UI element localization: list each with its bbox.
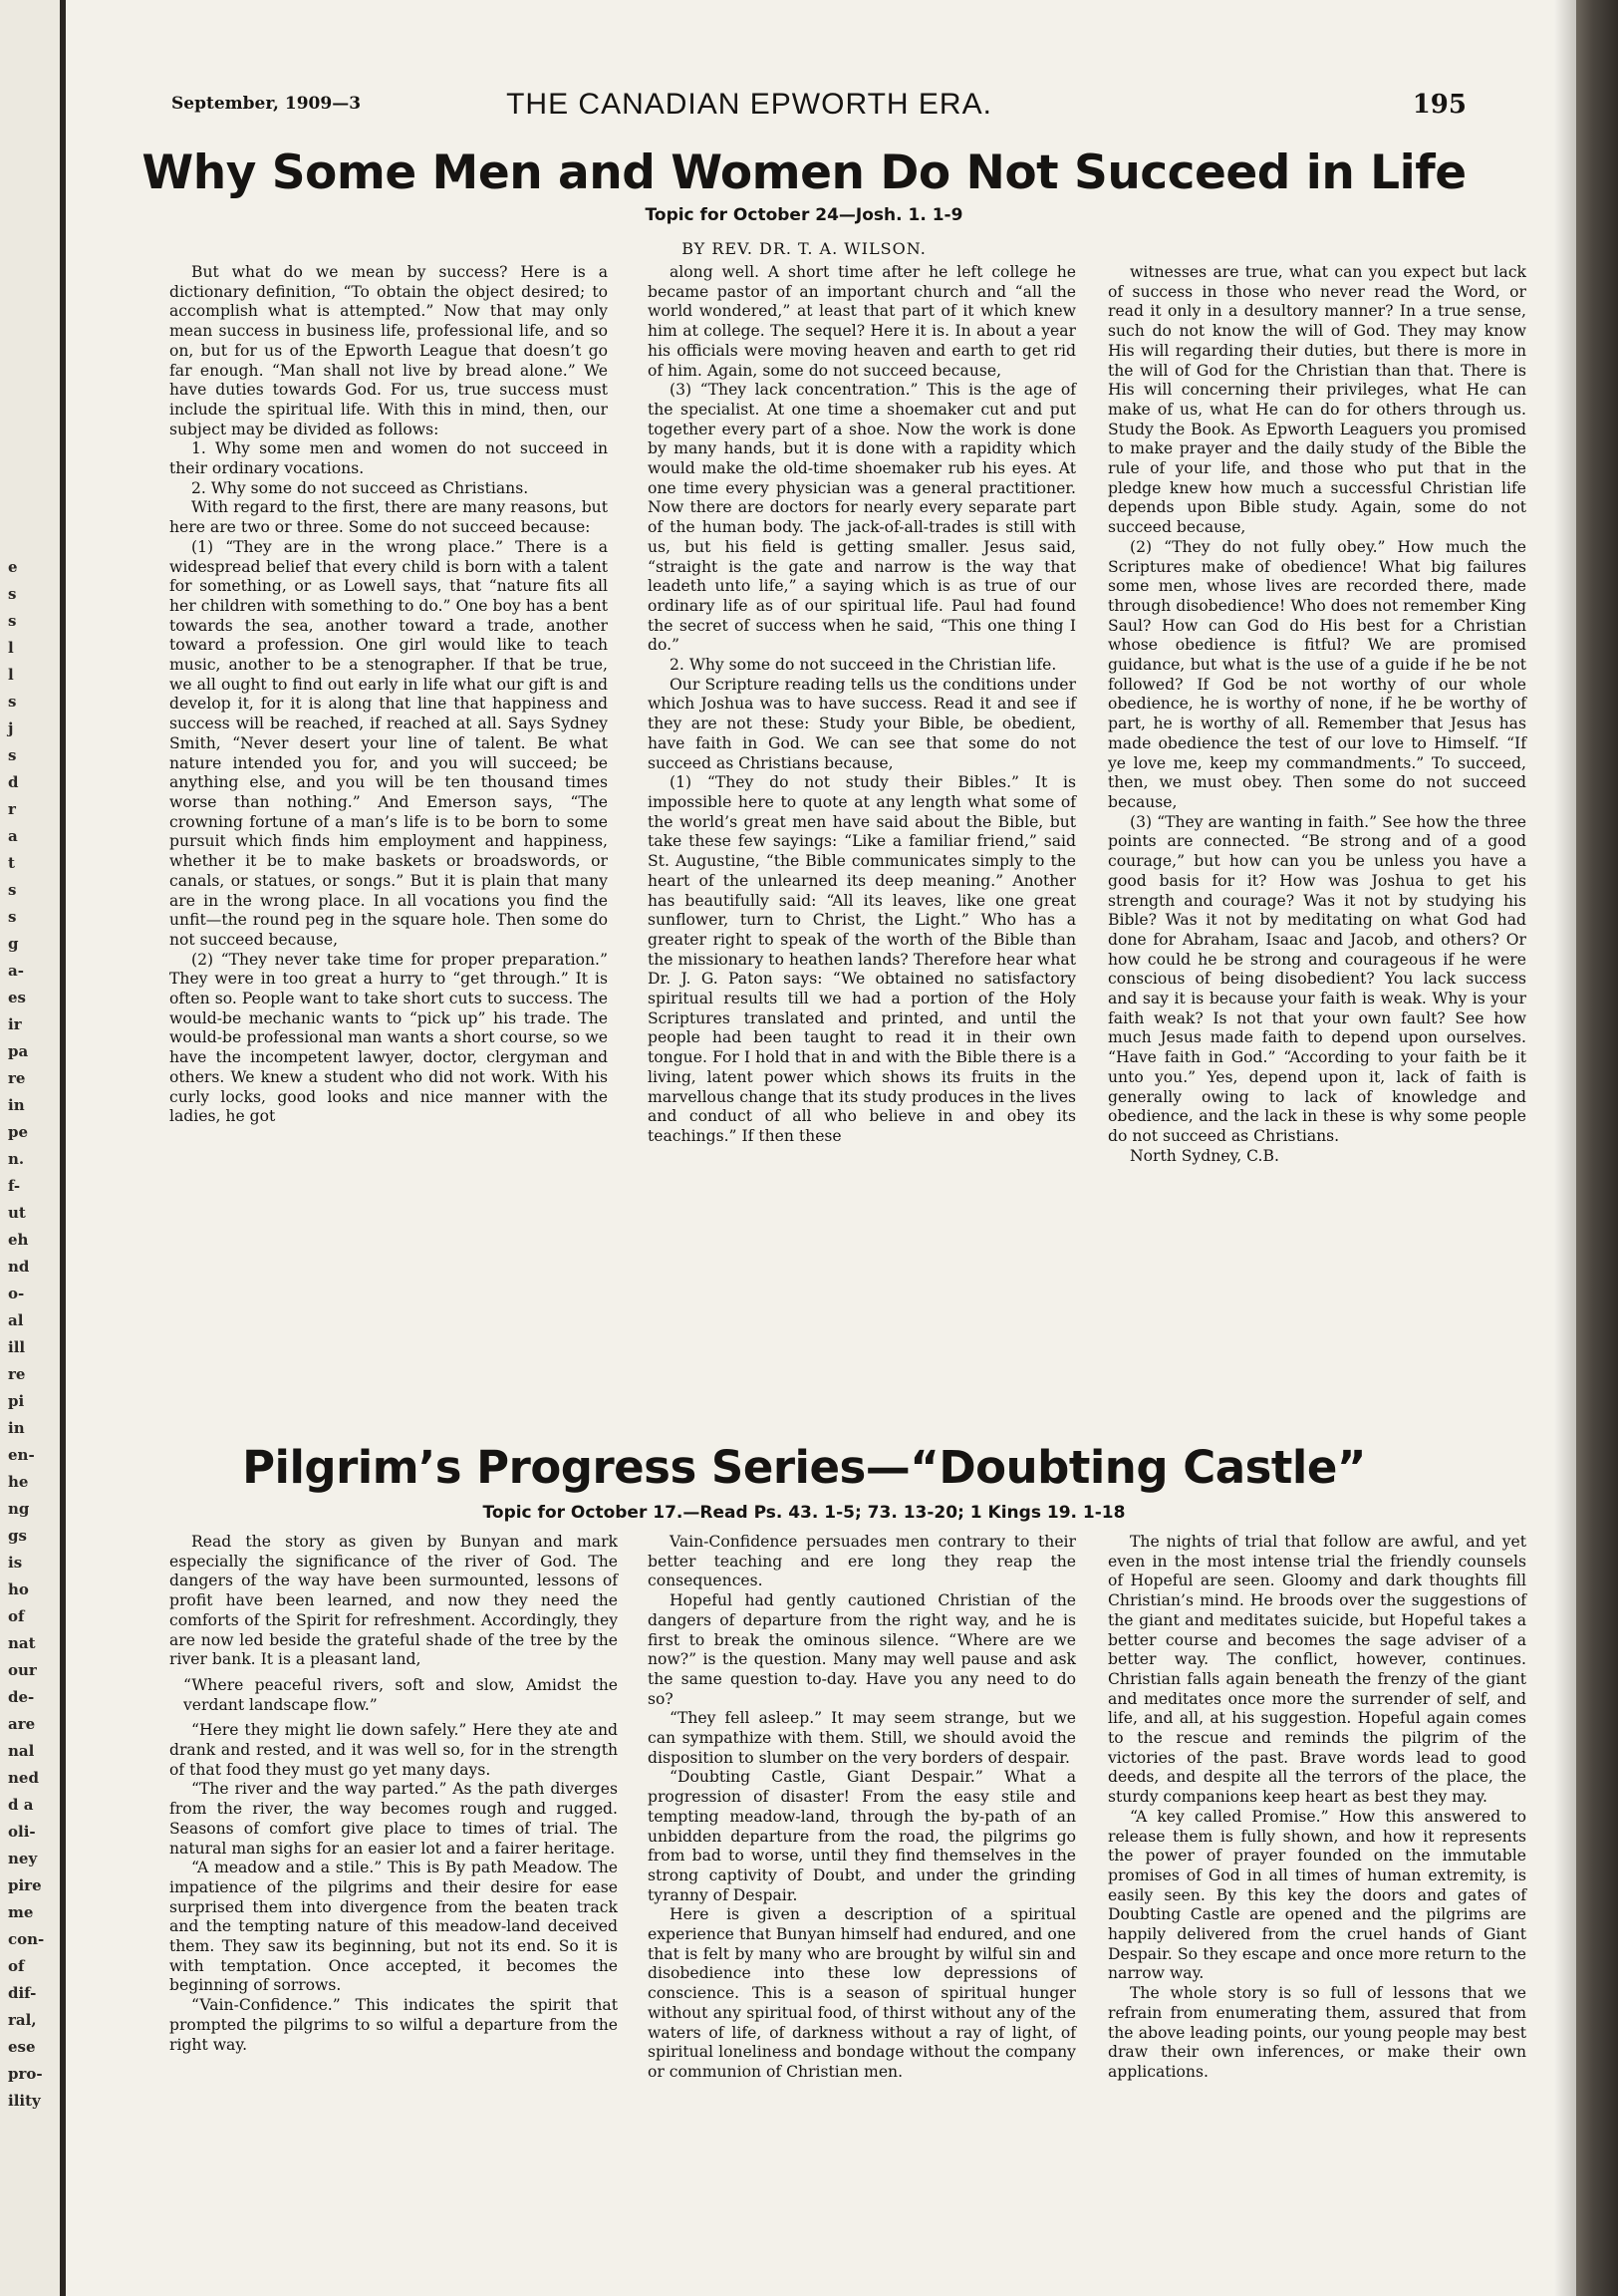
paragraph: The nights of trial that follow are awful, and yet even in the most intense trial the friendly counsels of Hopeful are seen. Gloomy and dark thoughts fill Christian’s mind. He broods over the suggestions of the giant and meditates suicide, but Hopeful takes a better course and becomes the sage adviser of a better way. The conflict, however, continues. Christian falls again beneath the frenzy of the giant and meditates once more the surrender of self, and life, and all, at his suggestion. Hopeful again comes to the rescue and reminds the pilgrim of the victories of the past. Brave words lead to good deeds, and despite all the terrors of the place, the sturdy companions keep heart as best they may. (1108, 1533, 1526, 1807)
paragraph: 2. Why some do not succeed as Christians. (191, 478, 529, 497)
margin-fragment: f- (8, 1177, 21, 1195)
series-column-3 (1108, 1533, 1526, 2083)
paragraph: “Vain-Confidence.” This indicates the spirit that prompted the pilgrims to so wilful a departure from the right way. (169, 1996, 618, 2054)
margin-fragment: ng (8, 1500, 30, 1518)
article-column-3 (1108, 263, 1526, 1166)
paragraph: “Where peaceful rivers, soft and slow, Amidst the verdant landscape flow.” (183, 1675, 618, 1714)
series-column-1 (169, 1533, 618, 2055)
margin-fragment: s (8, 881, 17, 899)
page-number: 195 (1412, 90, 1467, 120)
paragraph: “Here they might lie down safely.” Here they ate and drank and rested, and it was well so, for in the strength of that food they must go yet many days. (169, 1721, 618, 1779)
margin-fragment: d (8, 773, 19, 791)
paragraph: (1) “They are in the wrong place.” There is a widespread belief that every child is born with a talent for something, or as Lowell says, that “nature fits all her children with something to do.” One boy has a bent towards the sea, another toward a trade, another toward a profession. One girl would like to teach music, another to be a stenographer. If that be true, we all ought to find out early in life what our gift is and develop it, for it is along that line that happiness and success will be reached, if reached at all. Says Sydney Smith, “Never desert your line of talent. Be what nature intended you for, and you will succeed; be anything else, and you will be ten thousand times worse than nothing.” And Emerson says, “The crowning fortune of a man’s life is to be born to some pursuit which finds him employment and happiness, whether it be to make baskets or broadswords, or canals, or statues, or songs.” But it is plain that many are in the wrong place. In all vocations you find the unfit—the round peg in the square hole. Then some do not succeed because, (169, 537, 608, 949)
series-topic: Topic for October 17.—Read Ps. 43. 1-5; 73. 13-20; 1 Kings 19. 1-18 (482, 1503, 1126, 1523)
paragraph: along well. A short time after he left college he became pastor of an important church and “all the world wondered,” at least that part of it which knew him at college. The sequel? Here it is. In about a year his officials were moving heaven and earth to get rid of him. Again, some do not succeed because, (648, 263, 1076, 380)
paragraph: But what do we mean by success? Here is a dictionary definition, “To obtain the object desired; to accomplish what is attempted.” Now that may only mean success in business life, professional life, and so on, but for us of the Epworth League that doesn’t go far enough. “Man shall not live by bread alone.” We have duties towards God. For us, true success must include the spiritual life. With this in mind, then, our subject may be divided as follows: (169, 263, 608, 438)
margin-fragment: ese (8, 2038, 36, 2056)
margin-fragment: pe (8, 1123, 29, 1141)
paragraph: (1) “They do not study their Bibles.” It is impossible here to quote at any length what some of the world’s great men have said about the Bible, but take these few sayings: “Like a familiar friend,” said St. Augustine, “the Bible communicates simply to the heart of the unlearned its deep meaning.” Another has beautifully said: “All its leaves, like one great sunflower, turn to Christ, the Light.” Who has a greater right to speak of the worth of the Bible than the missionary to heathen lands? Therefore hear what Dr. J. G. Paton says: “We obtained no satisfactory spiritual results till we had a portion of the Holy Scriptures translated and printed, and until the people had been taught to read it in their own tongue. For I hold that in and with the Bible there is a living, latent power which shows its fruits in the marvellous change that its study produces in the lives and conduct of all who believe in and obey its teachings.” If then these (648, 773, 1076, 1145)
margin-fragment: g (8, 935, 19, 953)
paragraph: “Doubting Castle, Giant Despair.” What a progression of disaster! From the easy stile and tempting meadow-land, through the by-path of an unbidden departure from the road, the pilgrims go from bad to worse, until they find themselves in the strong captivity of Doubt, and under the grinding tyranny of Despair. (648, 1768, 1076, 1904)
paragraph: Read the story as given by Bunyan and mark especially the significance of the river of God. The dangers of the way have been surmounted, lessons of profit have been learned, and now they need the comforts of the Spirit for refreshment. Accordingly, they are now led beside the grateful shade of the tree by the river bank. It is a pleasant land, (169, 1533, 618, 1669)
journal-title: THE CANADIAN EPWORTH ERA. (506, 88, 992, 121)
margin-fragment: en- (8, 1446, 35, 1464)
paragraph: 1. Why some men and women do not succeed in their ordinary vocations. (169, 439, 608, 478)
margin-fragment: gs (8, 1527, 27, 1545)
margin-fragment: e (8, 558, 18, 576)
article-title: Why Some Men and Women Do Not Succeed in Life (141, 145, 1467, 200)
margin-fragment: ility (8, 2092, 41, 2110)
margin-fragment: pi (8, 1392, 25, 1410)
margin-fragment: a- (8, 962, 24, 980)
margin-fragment: me (8, 1903, 34, 1921)
margin-fragment: s (8, 908, 17, 926)
margin-fragment: o- (8, 1285, 25, 1302)
book-edge (1576, 0, 1618, 2296)
running-head (171, 88, 1467, 132)
margin-fragment: s (8, 693, 17, 711)
paragraph: Our Scripture reading tells us the conditions under which Joshua was to have success. Read it and see if they are not these: Study your Bible, be obedient, have faith in God. We can see that some do not succeed as Christians because, (648, 675, 1076, 772)
paragraph: “The river and the way parted.” As the path diverges from the river, the way becomes rough and rugged. Seasons of comfort give place to times of trial. The natural man sighs for an easier lot and a fairer heritage. (169, 1780, 618, 1858)
margin-fragment: s (8, 585, 17, 603)
margin-fragment: is (8, 1554, 23, 1572)
margin-fragment: n. (8, 1150, 25, 1168)
margin-fragment: l (8, 639, 14, 657)
margin-fragment: ral, (8, 2011, 37, 2029)
column-3-body (1108, 263, 1526, 1147)
paragraph: 2. Why some do not succeed in the Christian life. (670, 656, 1057, 675)
paragraph: “A meadow and a stile.” This is By path Meadow. The impatience of the pilgrims and their desire for ease surprised them into divergence from the beaten track and the tempting nature of this meadow-land deceived them. They saw its beginning, but not its end. So it is with temptation. Once accepted, it becomes the beginning of sorrows. (169, 1859, 618, 1995)
margin-fragment: ill (8, 1338, 26, 1356)
paragraph: (3) “They are wanting in faith.” See how the three points are connected. “Be strong and of a good courage,” but how can you be unless you have a good basis for it? How was Joshua to get his strength and courage? Was it not by studying his Bible? Was it not by meditating on what God had done for Abraham, Isaac and Jacob, and others? Or how could he be strong and courageous if he were conscious of being disobedient? You lack success and say it is because your faith is weak. Why is your faith weak? Is not that your own fault? See how much Jesus made faith to depend upon ourselves. “Have faith in God.” “According to your faith be it unto you.” Yes, depend upon it, lack of faith is generally owing to lack of knowledge and obedience, and the lack in these is why some people do not succeed as Christians. (1108, 812, 1526, 1145)
paragraph: (2) “They never take time for proper preparation.” They were in too great a hurry to “get through.” It is often so. People want to take short cuts to success. The would-be mechanic wants to “pick up” his trade. The would-be professional man wants a short course, so we have the incompetent lawyer, doctor, clergyman and others. We knew a student who did not work. With his curly locks, good looks and nice manner with the ladies, he got (169, 950, 608, 1126)
paragraph: (2) “They do not fully obey.” How much the Scriptures make of obedience! What big failures some men, whose lives are recorded there, made through disobedience! Who does not remember King Saul? How can God do His best for a Christian whose obedience is fitful? We are promised guidance, but what is the use of a guide if he be not followed? If God be not worthy of our whole obedience, he is worthy of none, if he be worthy of part, he is worthy of all. Remember that Jesus has made obedience the test of our love to Himself. “If ye love me, keep my commandments.” To succeed, then, we must obey. Then some do not succeed because, (1108, 537, 1526, 811)
margin-fragment: pire (8, 1876, 42, 1894)
paragraph: witnesses are true, what can you expect but lack of success in those who never read the Word, or read it only in a desultory manner? In a true sense, such do not know the will of God. They may know His will regarding their duties, but there is more in the will of God for the Christian than that. There is His will concerning their privileges, what He can make of us, what He can do for others through us. Study the Book. As Epworth Leaguers you promised to make prayer and the daily study of the Bible the rule of your life, and those who put that in the pledge knew how much a successful Christian life depends upon Bible study. Again, some do not succeed because, (1108, 263, 1526, 537)
margin-fragment: of (8, 1957, 25, 1975)
margin-fragment: l (8, 666, 14, 684)
article-byline: BY REV. DR. T. A. WILSON. (681, 239, 927, 258)
series-column-2 (648, 1533, 1076, 2083)
paragraph: Hopeful had gently cautioned Christian of the dangers of departure from the right way, and he is first to break the ominous silence. “Where are we now?” is the question. Many may well pause and ask the same question to-day. Have you any need to do so? (648, 1591, 1076, 1708)
margin-fragment: s (8, 612, 17, 630)
article-signature: North Sydney, C.B. (1130, 1146, 1279, 1165)
paragraph: (3) “They lack concentration.” This is the age of the specialist. At one time a shoemaker cut and put together every part of a shoe. Now the work is done by many hands, but it is done with a rapidity which would make the old-time shoemaker rub his eyes. At one time every physician was a general practitioner. Now there are doctors for nearly every separate part of the human body. The jack-of-all-trades is still with us, but his field is getting smaller. Jesus said, “straight is the gate and narrow is the way that leadeth unto life,” a saying which is as true of our ordinary life as of our spiritual life. Paul had found the secret of success when he said, “This one thing I do.” (648, 381, 1076, 655)
margin-fragment: dif- (8, 1984, 37, 2002)
margin-fragment: of (8, 1607, 25, 1625)
margin-fragment: re (8, 1069, 26, 1087)
margin-fragment: he (8, 1473, 29, 1491)
series-title: Pilgrim’s Progress Series—“Doubting Castle” (242, 1441, 1366, 1494)
margin-fragment: nd (8, 1258, 30, 1276)
paragraph: “A key called Promise.” How this answered to release them is fully shown, and how it represents the power of prayer founded on the immutable promises of God in all times of human extremity, is easily seen. By this key the doors and gates of Doubting Castle are opened and the pilgrims are happily delivered from the cruel hands of Giant Despair. So they escape and once more return to the narrow way. (1108, 1807, 1526, 1983)
gutter-shadow (1554, 0, 1576, 2296)
margin-fragment: ned (8, 1769, 39, 1787)
paragraph: Vain-Confidence persuades men contrary to their better teaching and ere long they reap the consequences. (648, 1533, 1076, 1590)
margin-fragment: in (8, 1096, 25, 1114)
paragraph: “They fell asleep.” It may seem strange, but we can sympathize with them. Still, we should avoid the disposition to slumber on the very borders of despair. (648, 1709, 1076, 1767)
margin-fragment: s (8, 746, 17, 764)
margin-fragment: are (8, 1715, 36, 1733)
margin-fragment: d a (8, 1796, 34, 1814)
margin-fragment: our (8, 1661, 37, 1679)
margin-fragment: in (8, 1419, 25, 1437)
margin-fragment: de- (8, 1688, 35, 1706)
margin-fragment: pa (8, 1042, 29, 1060)
paragraph: The whole story is so full of lessons that we refrain from enumerating them, assured that from the above leading points, our young people may best draw their own inferences, or make their own applications. (1108, 1984, 1526, 2081)
margin-fragment: pro- (8, 2065, 43, 2083)
article-topic: Topic for October 24—Josh. 1. 1-9 (645, 205, 963, 225)
margin-fragment: ut (8, 1204, 26, 1222)
margin-fragment: eh (8, 1231, 29, 1249)
article-column-1 (169, 263, 608, 1127)
adjacent-page-strip (0, 0, 66, 2296)
margin-fragment: nal (8, 1742, 35, 1760)
margin-fragment: nat (8, 1634, 36, 1652)
paragraph: With regard to the first, there are many reasons, but here are two or three. Some do not succeed because: (169, 498, 608, 537)
margin-fragment: oli- (8, 1823, 36, 1841)
margin-fragment: ir (8, 1015, 22, 1033)
margin-fragment: ney (8, 1850, 38, 1867)
magazine-page (62, 0, 1548, 2296)
margin-fragment: a (8, 827, 18, 845)
margin-fragment: al (8, 1311, 24, 1329)
margin-fragment: j (8, 719, 14, 737)
margin-fragment: ho (8, 1580, 29, 1598)
article-column-2 (648, 263, 1076, 1147)
margin-fragment: con- (8, 1930, 45, 1948)
margin-fragment: es (8, 989, 26, 1006)
margin-fragment: re (8, 1365, 26, 1383)
margin-fragment: r (8, 800, 16, 818)
paragraph: Here is given a description of a spiritual experience that Bunyan himself had endured, and one that is felt by many who are brought by wilful sin and disobedience into these low depressions of conscience. This is a season of spiritual hunger without any spiritual food, of thirst without any of the waters of life, of darkness without a ray of light, of spiritual loneliness and bondage without the company or communion of Christian men. (648, 1905, 1076, 2081)
margin-fragment: t (8, 854, 15, 872)
issue-date: September, 1909—3 (171, 94, 362, 114)
